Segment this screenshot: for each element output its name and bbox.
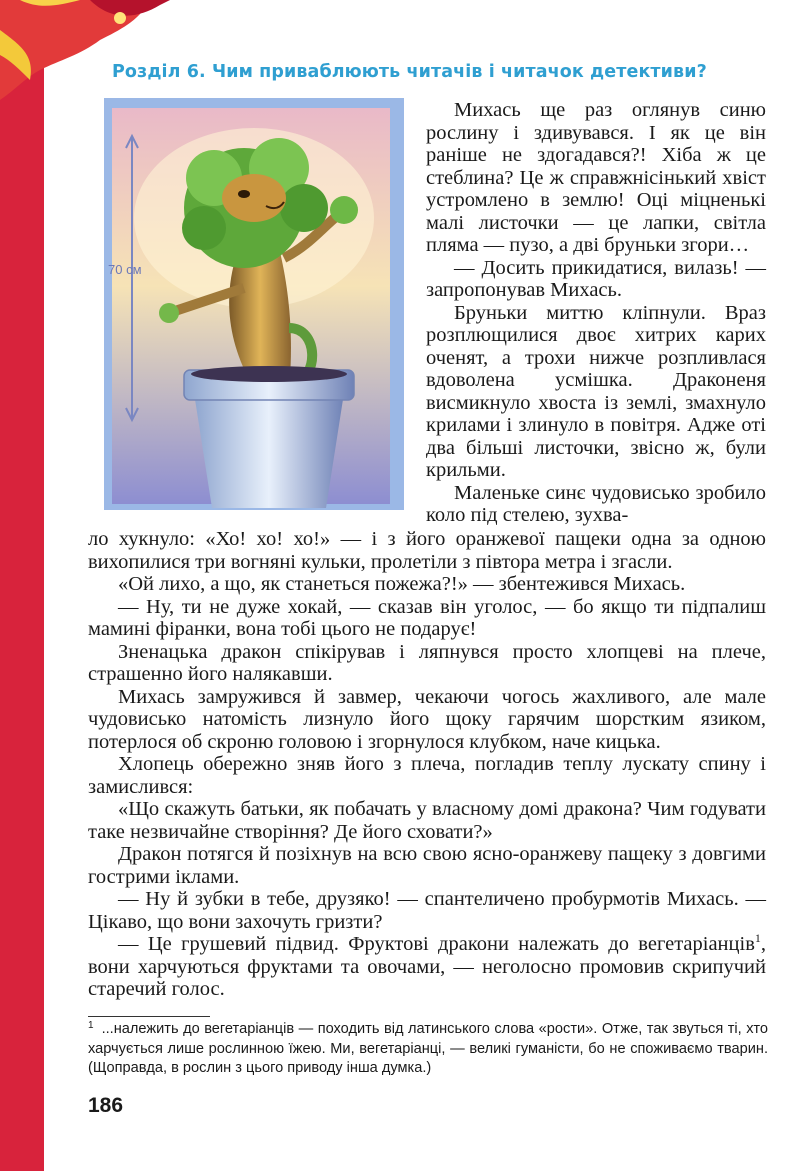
paragraph: Зненацька дракон спікірував і ляпнувся просто хлопцеві на плече, страшенно його налякавши. bbox=[88, 640, 766, 685]
paragraph: «Ой лихо, а що, як станеться пожежа?!» — збентежився Михась. bbox=[118, 573, 686, 595]
paragraph-last bbox=[88, 933, 766, 1001]
paragraph: — Досить прикидатися, вилазь! — запропонував Михась. bbox=[426, 256, 766, 301]
footnote-marker: 1 bbox=[88, 1020, 94, 1031]
chapter-header: Розділ 6. Чим приваблюють читачів і читачок детективи? bbox=[112, 62, 707, 82]
paragraph: Михась замружився й завмер, чекаючи чогось жахливого, але мале чудовисько натомість лизнуло його щоку гарячим шорстким язиком, потерлося об скроню головою і згорнулося клубком, наче кицька. bbox=[88, 685, 766, 753]
last-paragraph-end: , вони харчуються фруктами та овочами, — неголосно промовив скрипучий старечий голос. bbox=[88, 933, 766, 1000]
last-paragraph-start: — Це грушевий підвид. Фруктові дракони належать до вегетаріанців bbox=[118, 933, 755, 955]
footnote-divider bbox=[88, 1016, 210, 1017]
paragraph: Бруньки миттю кліпнули. Враз розплющилися двоє хитрих карих оченят, а трохи нижче розпливлася вдоволена усмішка. Драконеня висмикнуло хвоста із землі, змахнуло крилами і злинуло в повітря. Адже оті два більші листочки, звісно ж, були крильми. bbox=[426, 301, 766, 481]
paragraph: Дракон потягся й позіхнув на всю свою ясно-оранжеву пащеку з довгими гострими іклами. bbox=[88, 843, 766, 888]
height-measure-label: 70 см bbox=[108, 262, 142, 277]
corner-dragon-illustration bbox=[0, 0, 170, 110]
right-column-text bbox=[426, 99, 766, 527]
paragraph: — Ну, ти не дуже хокай, — сказав він уголос, — бо якщо ти підпалиш мамині фіранки, вона тобі цього не подарує! bbox=[88, 595, 766, 640]
dragon-plant-illustration bbox=[104, 98, 424, 530]
paragraph: Хлопець обережно зняв його з плеча, погладив теплу лускату спину і замислився: bbox=[88, 753, 766, 798]
paragraph: Маленьке синє чудовисько зробило коло під стелею, зухва- bbox=[426, 481, 766, 526]
footnote bbox=[88, 1020, 768, 1078]
paragraph-continuation: ло хукнуло: «Хо! хо! хо!» — і з його оранжевої пащеки одна за одною вихопилися три вогняні кульки, пролетіли з півтора метра і згасли. bbox=[88, 528, 766, 573]
paragraph: — Ну й зубки в тебе, друзяко! — спантеличено пробурмотів Михась. — Цікаво, що вони захочуть гризти? bbox=[88, 888, 766, 933]
main-text bbox=[88, 528, 766, 1001]
left-accent-bar bbox=[0, 0, 44, 1171]
paragraph: Михась ще раз оглянув синю рослину і здивувався. І як це він раніше не здогадався?! Хіба ж це стеблина? Це ж справжнісінький хвіст устромлено в землю! Оці міцненькі малі листочки — це лапки, світла пляма — пузо, а дві бруньки згори… bbox=[426, 99, 766, 256]
paragraph: «Що скажуть батьки, як побачать у власному домі дракона? Чим годувати таке незвичайне створіння? Де його сховати?» bbox=[88, 798, 766, 843]
footnote-text: ...належить до вегетаріанців — походить від латинського слова «рости». Отже, так звуться ті, хто харчується лише рослинною їжею. Ми, вегетаріанці, — великі гуманісти, бо не споживаємо тварин. (Щоправда, в рослин з цього приводу інша думка.) bbox=[88, 1021, 768, 1076]
page-number: 186 bbox=[88, 1094, 124, 1117]
footnote-reference[interactable]: 1 bbox=[754, 931, 761, 946]
